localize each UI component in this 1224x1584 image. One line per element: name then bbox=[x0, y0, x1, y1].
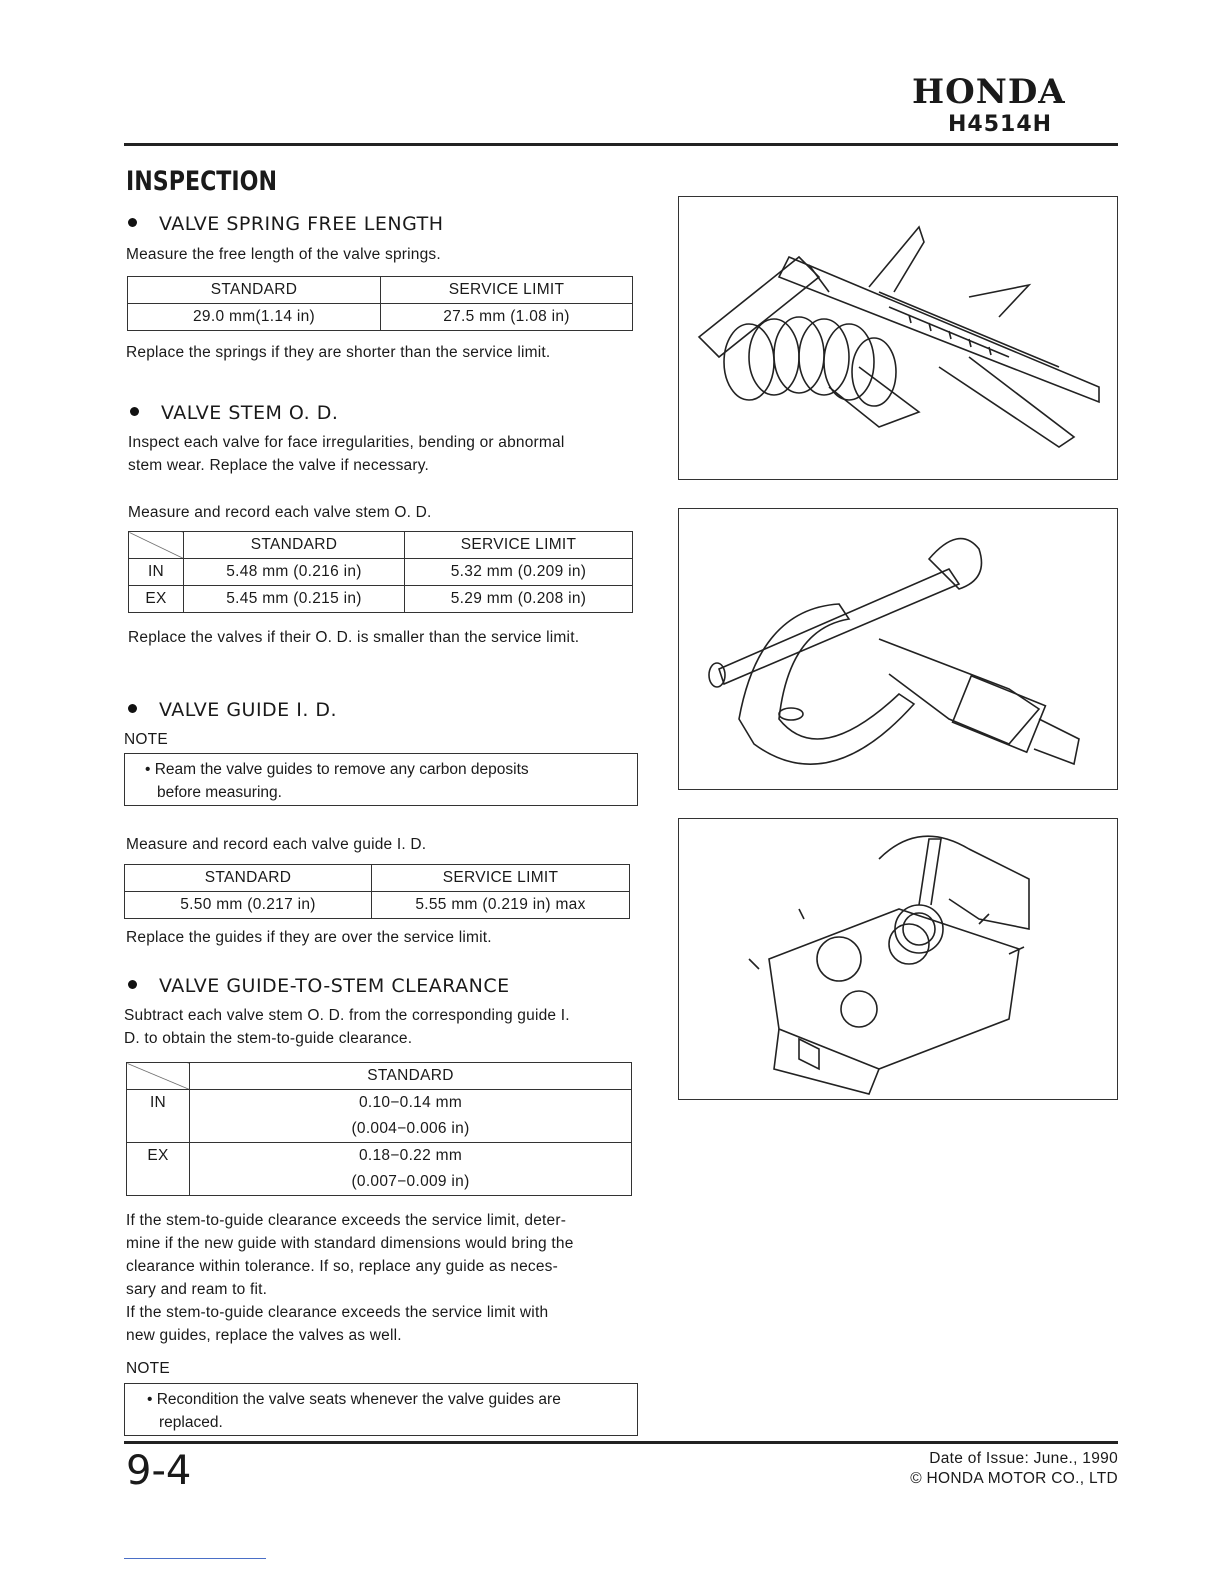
guide-standard: 5.50 mm (0.217 in) bbox=[125, 892, 372, 919]
spring-intro: Measure the free length of the valve springs. bbox=[126, 246, 441, 263]
stem-after: Replace the valves if their O. D. is smaller than the service limit. bbox=[128, 629, 580, 646]
stem-intro-2: stem wear. Replace the valve if necessary. bbox=[128, 457, 430, 474]
blue-divider bbox=[124, 1558, 266, 1559]
stem-row-label: EX bbox=[129, 586, 184, 613]
stem-row-limit: 5.29 mm (0.208 in) bbox=[405, 586, 633, 613]
para-line: If the stem-to-guide clearance exceeds the service limit with bbox=[126, 1304, 549, 1321]
clearance-note-line-2: replaced. bbox=[159, 1414, 223, 1431]
guide-note-box bbox=[124, 753, 638, 806]
para-line: sary and ream to fit. bbox=[126, 1281, 268, 1298]
clearance-note-line-1: • Recondition the valve seats whenever the valve guides are bbox=[147, 1391, 561, 1408]
micrometer-valve-icon bbox=[679, 509, 1117, 789]
clearance-row-label: IN bbox=[127, 1090, 190, 1143]
guide-note-line-1: • Ream the valve guides to remove any carbon deposits bbox=[145, 761, 529, 778]
para-line: If the stem-to-guide clearance exceeds the service limit, deter- bbox=[126, 1212, 567, 1229]
clearance-header-standard: STANDARD bbox=[190, 1063, 632, 1090]
clearance-intro-1: Subtract each valve stem O. D. from the corresponding guide I. bbox=[124, 1007, 570, 1024]
spring-header-limit: SERVICE LIMIT bbox=[381, 277, 633, 304]
clearance-note-box bbox=[124, 1383, 638, 1436]
guide-note-line-2: before measuring. bbox=[157, 784, 282, 801]
stem-row-limit: 5.32 mm (0.209 in) bbox=[405, 559, 633, 586]
spring-standard: 29.0 mm(1.14 in) bbox=[128, 304, 381, 331]
page-number: 9-4 bbox=[126, 1448, 192, 1494]
guide-after: Replace the guides if they are over the service limit. bbox=[126, 929, 492, 946]
clearance-heading-text: VALVE GUIDE-TO-STEM CLEARANCE bbox=[159, 975, 510, 997]
clearance-row-label: EX bbox=[127, 1143, 190, 1196]
stem-row-standard: 5.48 mm (0.216 in) bbox=[184, 559, 405, 586]
footer-rule bbox=[124, 1441, 1118, 1444]
clearance-row-in: (0.004−0.006 in) bbox=[190, 1116, 632, 1143]
stem-header-standard: STANDARD bbox=[184, 532, 405, 559]
bullet-icon bbox=[128, 218, 137, 227]
stem-table bbox=[128, 531, 633, 613]
bullet-icon bbox=[128, 704, 137, 713]
stem-heading-text: VALVE STEM O. D. bbox=[161, 402, 339, 424]
model-code: H4514H bbox=[948, 112, 1053, 137]
guide-heading-text: VALVE GUIDE I. D. bbox=[159, 699, 338, 721]
table-corner bbox=[129, 532, 184, 559]
stem-row-label: IN bbox=[129, 559, 184, 586]
stem-intro-1: Inspect each valve for face irregularities, bending or abnormal bbox=[128, 434, 565, 451]
copyright: © HONDA MOTOR CO., LTD bbox=[910, 1470, 1118, 1487]
para-line: mine if the new guide with standard dimensions would bring the bbox=[126, 1235, 574, 1252]
guide-header-limit: SERVICE LIMIT bbox=[372, 865, 630, 892]
clearance-note-label: NOTE bbox=[126, 1360, 170, 1377]
stem-header-limit: SERVICE LIMIT bbox=[405, 532, 633, 559]
spring-after: Replace the springs if they are shorter than the service limit. bbox=[126, 344, 551, 361]
caliper-spring-illustration bbox=[678, 196, 1118, 480]
bullet-icon bbox=[128, 980, 137, 989]
para-line: new guides, replace the valves as well. bbox=[126, 1327, 402, 1344]
stem-measure: Measure and record each valve stem O. D. bbox=[128, 504, 432, 521]
guide-heading bbox=[128, 699, 337, 721]
page-title: INSPECTION bbox=[126, 166, 278, 197]
clearance-row-in: (0.007−0.009 in) bbox=[190, 1169, 632, 1196]
spring-header-standard: STANDARD bbox=[128, 277, 381, 304]
stem-row-standard: 5.45 mm (0.215 in) bbox=[184, 586, 405, 613]
table-corner bbox=[127, 1063, 190, 1090]
para-line: clearance within tolerance. If so, replace any guide as neces- bbox=[126, 1258, 558, 1275]
stem-heading bbox=[130, 402, 338, 424]
clearance-table bbox=[126, 1062, 632, 1196]
spring-table bbox=[127, 276, 633, 331]
cylinder-head-icon bbox=[679, 819, 1117, 1099]
guide-limit: 5.55 mm (0.219 in) max bbox=[372, 892, 630, 919]
clearance-heading bbox=[128, 975, 510, 997]
issue-date: Date of Issue: June., 1990 bbox=[929, 1450, 1118, 1467]
spring-heading-text: VALVE SPRING FREE LENGTH bbox=[159, 213, 444, 235]
caliper-spring-icon bbox=[679, 197, 1117, 479]
guide-header-standard: STANDARD bbox=[125, 865, 372, 892]
header-rule bbox=[124, 143, 1118, 146]
guide-table bbox=[124, 864, 630, 919]
clearance-row-mm: 0.18−0.22 mm bbox=[190, 1143, 632, 1170]
guide-measure: Measure and record each valve guide I. D. bbox=[126, 836, 427, 853]
micrometer-valve-illustration bbox=[678, 508, 1118, 790]
brand-logo: HONDA bbox=[912, 72, 1066, 112]
guide-note-label: NOTE bbox=[124, 731, 168, 748]
spring-limit: 27.5 mm (1.08 in) bbox=[381, 304, 633, 331]
cylinder-head-gauge-illustration bbox=[678, 818, 1118, 1100]
clearance-para-1 bbox=[126, 1209, 574, 1347]
bullet-icon bbox=[130, 407, 139, 416]
spring-heading bbox=[128, 213, 444, 235]
clearance-row-mm: 0.10−0.14 mm bbox=[190, 1090, 632, 1117]
clearance-intro-2: D. to obtain the stem-to-guide clearance. bbox=[124, 1030, 413, 1047]
